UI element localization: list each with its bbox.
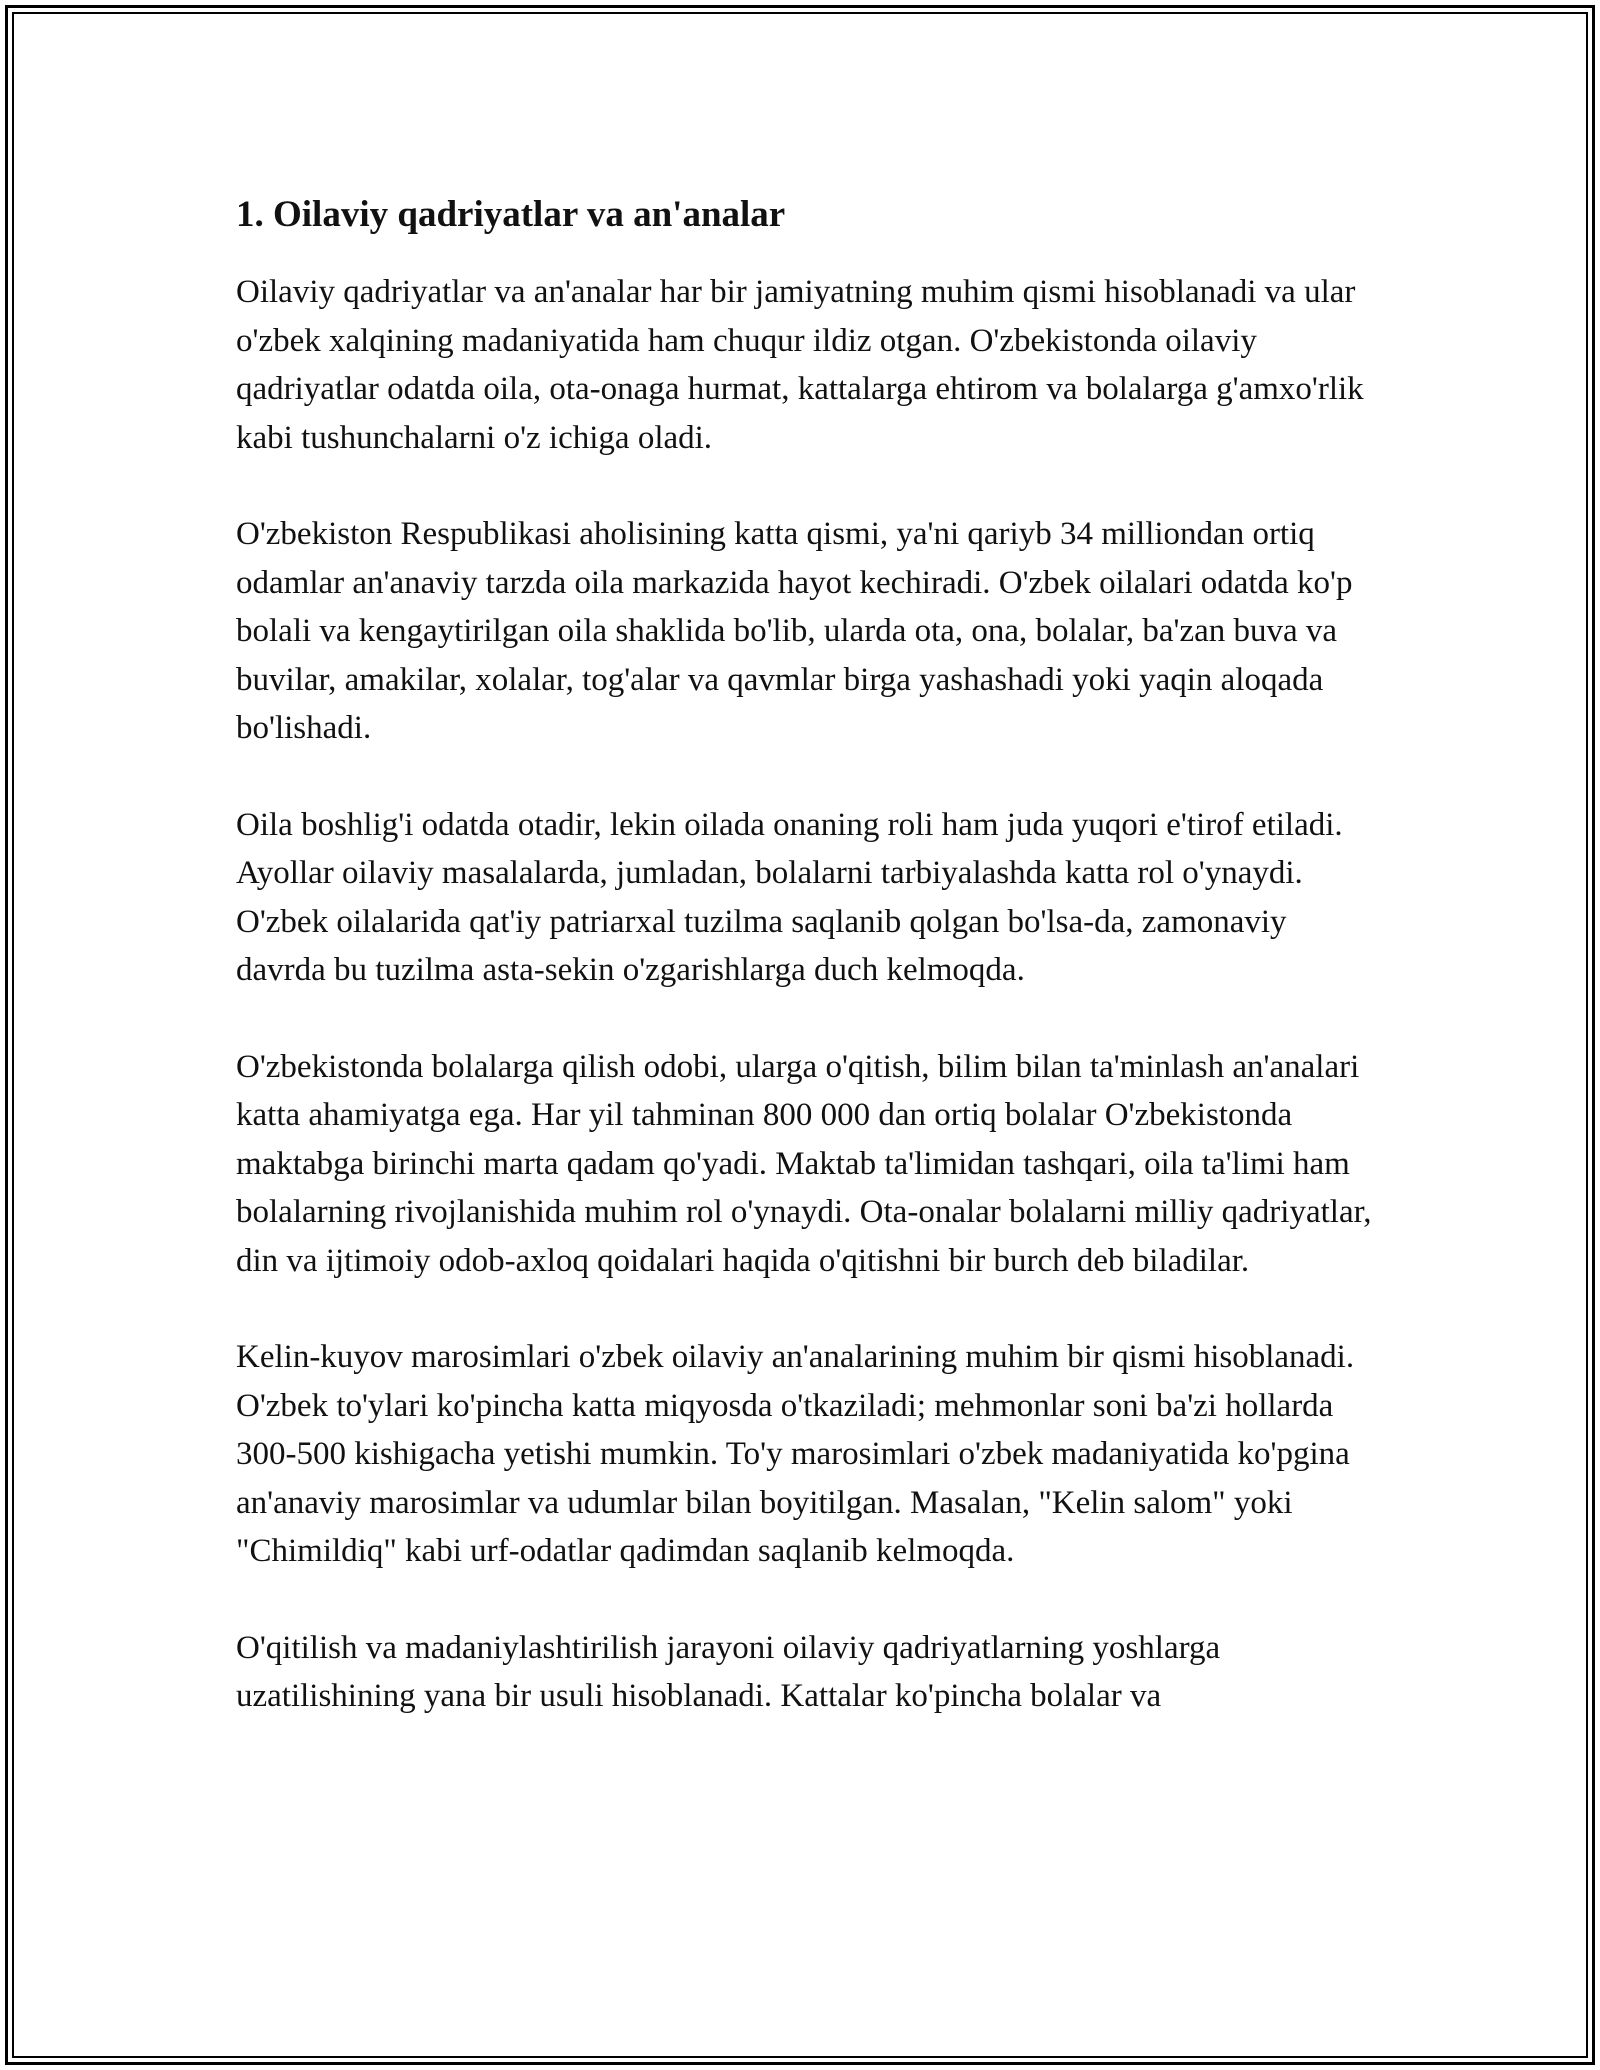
paragraph-1: Oilaviy qadriyatlar va an'analar har bir jamiyatning muhim qismi hisoblanadi va ular o'zbek xalqining madaniyatida ham chuqur ildiz otgan. O'zbekistonda oilaviy qadriyatlar odatda oila, ota-onaga hurmat, kattalarga ehtirom va bolalarga g'amxo'rlik kabi tushunchalarni o'z ichiga oladi. [236, 274, 1364, 456]
paragraph-4: O'zbekistonda bolalarga qilish odobi, ularga o'qitish, bilim bilan ta'minlash an'analari katta ahamiyatga ega. Har yil tahminan 800 000 dan ortiq bolalar O'zbekistonda maktabga birinchi marta qadam qo'yadi. Maktab ta'limidan tashqari, oila ta'limi ham bolalarning rivojlanishida muhim rol o'ynaydi. Ota-onalar bolalarni milliy qadriyatlar, din va ijtimoiy odob-axloq qoidalari haqida o'qitishni bir burch deb biladilar. [236, 1048, 1372, 1279]
paragraph-6: O'qitilish va madaniylashtirilish jarayoni oilaviy qadriyatlarning yoshlarga uzatilishining yana bir usuli hisoblanadi. Kattalar ko'pincha bolalar va [236, 1629, 1221, 1714]
document-body [236, 190, 1376, 1769]
section-heading: 1. Oilaviy qadriyatlar va an'analar [236, 194, 786, 235]
paragraph-3: Oila boshlig'i odatda otadir, lekin oilada onaning roli ham juda yuqori e'tirof etiladi. Ayollar oilaviy masalalarda, jumladan, bolalarni tarbiyalashda katta rol o'ynaydi. O'zbek oilalarida qat'iy patriarxal tuzilma saqlanib qolgan bo'lsa-da, zamonaviy davrda bu tuzilma asta-sekin o'zgarishlarga duch kelmoqda. [236, 806, 1343, 988]
paragraph-5: Kelin-kuyov marosimlari o'zbek oilaviy an'analarining muhim bir qismi hisoblanadi. O'zbek to'ylari ko'pincha katta miqyosda o'tkaziladi; mehmonlar soni ba'zi hollarda 300-500 kishigacha yetishi mumkin. To'y marosimlari o'zbek madaniyatida ko'pgina an'anaviy marosimlar va udumlar bilan boyitilgan. Masalan, "Kelin salom" yoki "Chimildiq" kabi urf-odatlar qadimdan saqlanib kelmoqda. [236, 1339, 1355, 1569]
paragraph-2: O'zbekiston Respublikasi aholisining katta qismi, ya'ni qariyb 34 milliondan ortiq odamlar an'anaviy tarzda oila markazida hayot kechiradi. O'zbek oilalari odatda ko'p bolali va kengaytirilgan oila shaklida bo'lib, ularda ota, ona, bolalar, ba'zan buva va buvilar, amakilar, xolalar, tog'alar va qavmlar birga yashashadi yoki yaqin aloqada bo'lishadi. [236, 516, 1353, 746]
